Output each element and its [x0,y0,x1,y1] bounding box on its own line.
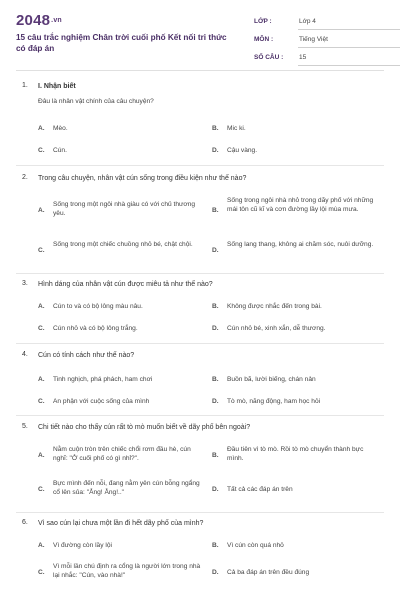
question-3: 3. Hình dáng của nhân vật cún được miêu tả như thế nào? A. Cún to và có bộ lông màu nâu. B. Không được nhắc đến trong bài. C. Cún nhỏ và có bộ lông trắng. D. Cún nhỏ bé, xinh xắn, dễ thương. [22,280,326,332]
header-divider [16,70,384,71]
meta-subject: MÔN : Tiếng Việt [254,32,400,50]
question-2: 2. Trong câu chuyện, nhân vật cún sống trong điều kiện như thế nào? A. Sống trong một ngôi nhà giàu có với chủ thương yêu. B. Sống trong ngôi nhà nhỏ trong dãy phố với những mái tôn cũ kĩ và cơn đường lầy lội mùa mưa. C. Sống trong một chiếc chuồng nhỏ bé, chật chội. D. Sống lang thang, không ai chăm sóc, nuôi dưỡng. [16,174,384,274]
document-title: 15 câu trắc nghiệm Chân trời cuối phố Kết nối tri thức có đáp án [16,33,227,53]
meta-info [254,14,400,68]
site-logo[interactable]: $2048^{.vn}$ [16,12,62,29]
question-5: 5. Chi tiết nào cho thấy cún rất tò mò muốn biết về dãy phố bên ngoài? A. Nằm cuộn tròn trên chiếc chổi rơm đầu hè, cún nghĩ: "Ở cuối phố có gì nhỉ?". B. Đầu tiên vì tò mò. Rồi tò mò chuyển thành bực mình. C. Bực mình đến nỗi, đang nằm yên cún bỗng ngẩng cổ lên sủa: "Ẳng! Ẳng!.." D. Tất cả các đáp án trên [16,423,384,515]
question-6: 6. Vì sao cún lại chưa một lần đi hết dãy phố của mình? A. Vì đường còn lầy lội B. Vì cún còn quá nhỏ C. Vì mỗi lần chú định ra cổng là người lớn trong nhà lại nhắc: "Cún, vào nhà!" D. Cả ba đáp án trên đều đúng [16,519,384,594]
question-4: 4. Cún có tính cách như thế nào? A. Tinh nghịch, phá phách, ham chơi B. Buồn bã, lười biếng, chán nản C. An phận với cuộc sống của mình D. Tò mò, năng động, ham học hỏi [22,351,321,405]
option-b[interactable]: B. Đầu tiên vì tò mò. Rồi tò mò chuyển thành bực mình. [212,446,364,463]
option-a[interactable]: A. Nằm cuộn tròn trên chiếc chổi rơm đầu hè, cún nghĩ: "Ở cuối phố có gì nhỉ?". [38,446,191,463]
meta-grade: LỚP : Lớp 4 [254,14,400,32]
question-1: 1. I. Nhận biết Đâu là nhân vật chính của câu chuyện? A. Mèo. B. Mic ki. C. Cún. D. Cậu vàng. [22,82,258,154]
page-header [16,8,384,64]
option-c[interactable]: C. Bực mình đến nỗi, đang nằm yên cún bỗng ngẩng cổ lên sủa: "Ẳng! Ẳng!.." [38,480,200,497]
option-b[interactable]: B. Sống trong ngôi nhà nhỏ trong dãy phố với những mái tôn cũ kĩ và cơn đường lầy lội mùa mưa. [212,197,374,214]
meta-question-count: SỐ CÂU : 15 [254,50,400,68]
option-d[interactable]: D. Sống lang thang, không ai chăm sóc, nuôi dưỡng. [212,241,374,254]
option-a[interactable]: A. Sống trong một ngôi nhà giàu có với chủ thương yêu. [38,201,196,218]
option-c[interactable]: C. Sống trong một chiếc chuồng nhỏ bé, chật chội. [38,241,193,254]
option-c[interactable]: C. Vì mỗi lần chú định ra cổng là người lớn trong nhà lại nhắc: "Cún, vào nhà!" [38,563,201,580]
